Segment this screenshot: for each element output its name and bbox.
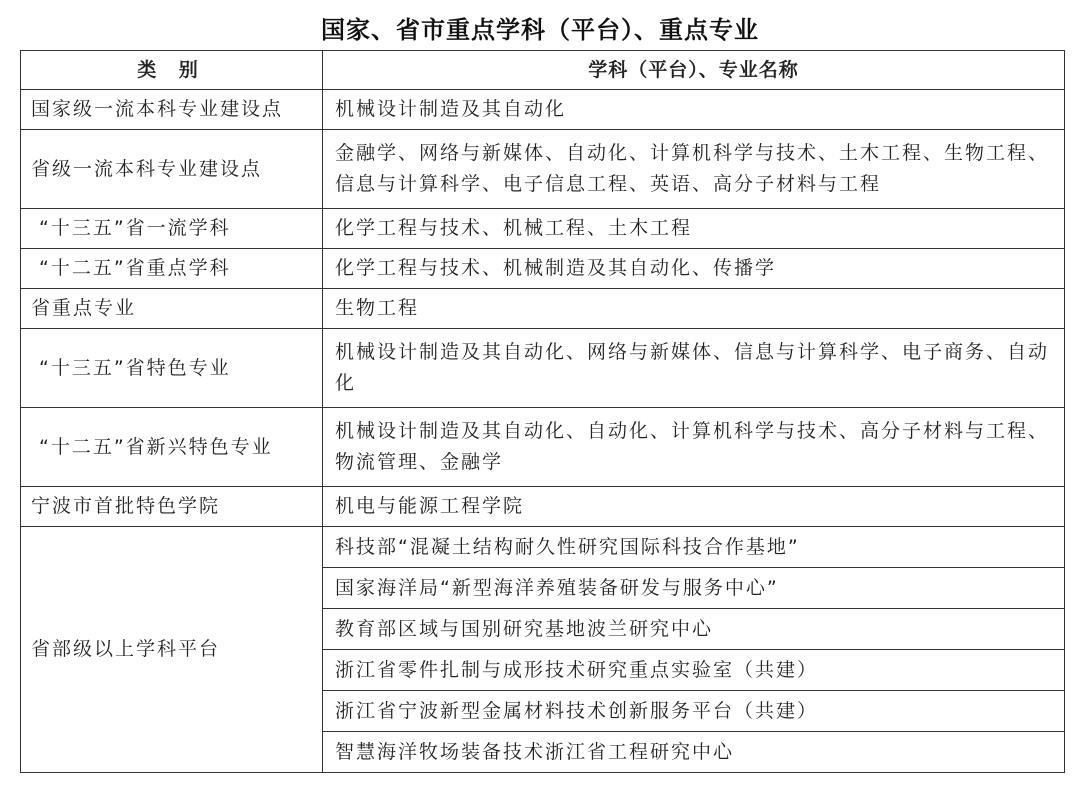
table-row [21, 209, 1065, 249]
row-names: 生物工程 [323, 289, 1065, 329]
table-row [21, 329, 1065, 408]
table-row [21, 289, 1065, 329]
table-row [21, 408, 1065, 487]
row-names: 机械设计制造及其自动化、网络与新媒体、信息与计算科学、电子商务、自动化 [323, 329, 1065, 408]
row-names: 机电与能源工程学院 [323, 487, 1065, 527]
disciplines-table [20, 50, 1065, 773]
row-category: 国家级一流本科专业建设点 [21, 90, 323, 130]
row-names: 机械设计制造及其自动化 [323, 90, 1065, 130]
table-row [21, 487, 1065, 527]
header-names: 学科（平台）、专业名称 [323, 51, 1065, 90]
table-row [21, 90, 1065, 130]
header-category: 类 别 [21, 51, 323, 90]
row-category: “十三五”省一流学科 [21, 209, 323, 249]
table-row [21, 249, 1065, 289]
row-category: 省重点专业 [21, 289, 323, 329]
page-title: 国家、省市重点学科（平台）、重点专业 [321, 16, 759, 44]
table-row [21, 130, 1065, 209]
row-category: “十二五”省新兴特色专业 [21, 408, 323, 487]
row-names: 机械设计制造及其自动化、自动化、计算机科学与技术、高分子材料与工程、物流管理、金融学 [323, 408, 1065, 487]
row-names: 化学工程与技术、机械制造及其自动化、传播学 [323, 249, 1065, 289]
platform-item: 教育部区域与国别研究基地波兰研究中心 [323, 609, 1065, 650]
row-category: “十三五”省特色专业 [21, 329, 323, 408]
platforms-category: 省部级以上学科平台 [21, 527, 323, 773]
row-names: 化学工程与技术、机械工程、土木工程 [323, 209, 1065, 249]
row-category: “十二五”省重点学科 [21, 249, 323, 289]
row-names: 金融学、网络与新媒体、自动化、计算机科学与技术、土木工程、生物工程、信息与计算科学、电子信息工程、英语、高分子材料与工程 [323, 130, 1065, 209]
table-row [21, 527, 1065, 568]
platform-item: 浙江省宁波新型金属材料技术创新服务平台（共建） [323, 691, 1065, 732]
row-category: 省级一流本科专业建设点 [21, 130, 323, 209]
platform-item: 科技部“混凝土结构耐久性研究国际科技合作基地” [323, 527, 1065, 568]
table-header-row [21, 51, 1065, 90]
platform-item: 浙江省零件扎制与成形技术研究重点实验室（共建） [323, 650, 1065, 691]
row-category: 宁波市首批特色学院 [21, 487, 323, 527]
platform-item: 国家海洋局“新型海洋养殖装备研发与服务中心” [323, 568, 1065, 609]
platform-item: 智慧海洋牧场装备技术浙江省工程研究中心 [323, 732, 1065, 773]
